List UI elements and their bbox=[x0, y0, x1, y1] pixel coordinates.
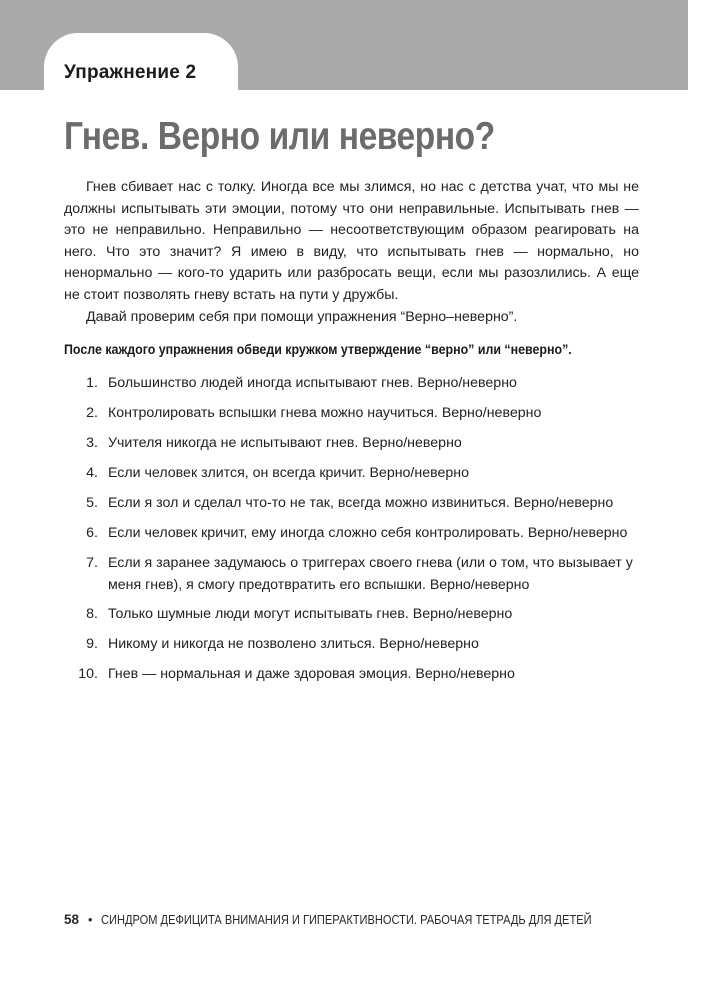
page-footer bbox=[64, 912, 659, 927]
statement-text: Если я зол и сделал что-то не так, всегда можно извиниться. Верно/неверно bbox=[108, 494, 614, 511]
statement-number: 5. bbox=[86, 494, 98, 511]
statement-item bbox=[64, 493, 644, 515]
statement-item bbox=[64, 604, 644, 626]
page-title: Гнев. Верно или неверно? bbox=[64, 115, 495, 158]
statement-item bbox=[64, 463, 644, 485]
statement-text: Если я заранее задумаюсь о триггерах своего гнева (или о том, что вызывает у меня гнев), я смогу предотвратить его вспышки. Верно/неверно bbox=[108, 554, 633, 593]
intro-text bbox=[64, 177, 639, 328]
statement-list bbox=[64, 373, 644, 694]
statement-text: Контролировать вспышки гнева можно научиться. Верно/неверно bbox=[108, 404, 542, 421]
statement-item bbox=[64, 664, 644, 686]
statement-number: 2. bbox=[86, 404, 98, 421]
exercise-label: Упражнение 2 bbox=[64, 62, 197, 83]
statement-number: 7. bbox=[86, 554, 98, 571]
intro-paragraph: Гнев сбивает нас с толку. Иногда все мы злимся, но нас с детства учат, что мы не должны испытывать эти эмоции, потому что они неправильные. Испытывать гнев — это не неправильно. Неправильно — несоответствующим образом реагировать на него. Что это значит? Я имею в виду, что испытывать гнев — нормально, но ненормально — кого-то ударить или разбросать вещи, если мы разозлились. А еще не стоит позволять гневу встать на пути у дружбы. bbox=[64, 179, 639, 303]
statement-item bbox=[64, 553, 644, 596]
statement-number: 9. bbox=[86, 636, 98, 653]
running-title: СИНДРОМ ДЕФИЦИТА ВНИМАНИЯ И ГИПЕРАКТИВНОСТИ. РАБОЧАЯ ТЕТРАДЬ ДЛЯ ДЕТЕЙ bbox=[101, 913, 593, 927]
statement-text: Если человек кричит, ему иногда сложно себя контролировать. Верно/неверно bbox=[108, 524, 628, 541]
statement-item bbox=[64, 373, 644, 395]
statement-item bbox=[64, 634, 644, 656]
statement-text: Только шумные люди могут испытывать гнев. Верно/неверно bbox=[108, 606, 513, 623]
statement-number: 3. bbox=[86, 434, 98, 451]
statement-text: Гнев — нормальная и даже здоровая эмоция. Верно/неверно bbox=[108, 666, 515, 683]
statement-number: 1. bbox=[86, 375, 98, 391]
statement-text: Если человек злится, он всегда кричит. Верно/неверно bbox=[108, 464, 469, 481]
statement-item bbox=[64, 433, 644, 455]
statement-text: Большинство людей иногда испытывают гнев. Верно/неверно bbox=[108, 375, 517, 391]
statement-item bbox=[64, 403, 644, 425]
statement-item bbox=[64, 523, 644, 545]
page-number: 58 bbox=[64, 912, 80, 927]
statement-number: 10. bbox=[78, 666, 98, 683]
statement-text: Учителя никогда не испытывают гнев. Верно/неверно bbox=[108, 434, 462, 451]
footer-bullet: • bbox=[88, 913, 93, 927]
instruction: После каждого упражнения обведи кружком утверждение “верно” или “неверно”. bbox=[64, 342, 572, 357]
statement-number: 4. bbox=[86, 464, 98, 481]
statement-number: 6. bbox=[86, 524, 98, 541]
intro-paragraph: Давай проверим себя при помощи упражнения “Верно–неверно”. bbox=[86, 308, 518, 325]
statement-text: Никому и никогда не позволено злиться. Верно/неверно bbox=[108, 636, 479, 653]
statement-number: 8. bbox=[86, 606, 98, 623]
